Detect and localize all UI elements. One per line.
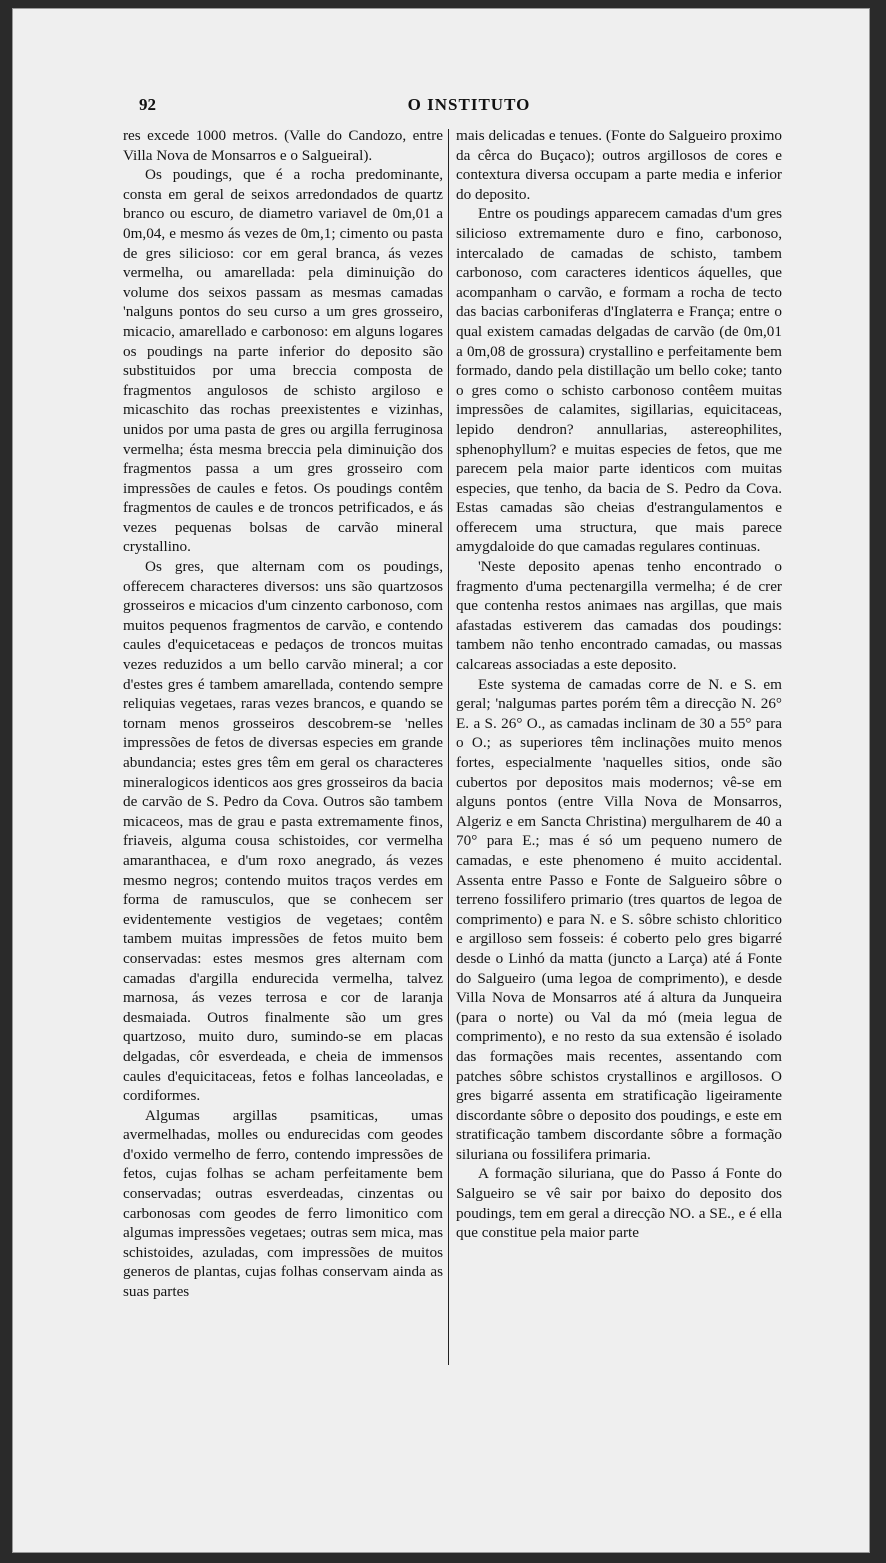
paragraph: Algumas argillas psamiticas, umas avermelhadas, molles ou endurecidas com geodes d'oxido vermelho de ferro, contendo impressões de fetos, cujas folhas se acham perfeitamente bem conservadas; outras esverdeadas, cinzentas ou carbonosas com geodes de ferro limonitico com algumas impressões vegetaes; outras sem mica, mas schistoides, azuladas, com impressões de muitos generos de plantas, cujas folhas conservam ainda as suas partes — [123, 1106, 443, 1301]
paragraph: mais delicadas e tenues. (Fonte do Salgueiro proximo da cêrca do Buçaco); outros argillosos de cores e contextura diversa occupam a parte media e inferior do deposito. — [456, 127, 782, 203]
column-divider — [448, 129, 449, 1365]
right-column — [456, 126, 782, 1243]
page-number: 92 — [139, 95, 156, 114]
paragraph: 'Neste deposito apenas tenho encontrado o fragmento d'uma pectenargilla vermelha; é de crer que contenha restos animaes nas argillas, que mais afastadas estiverem das camadas dos poudings: tambem não tenho encontrado camadas, ou massas calcareas associadas a este deposito. — [456, 558, 782, 674]
page-header — [133, 89, 805, 125]
paragraph: Os gres, que alternam com os poudings, offerecem characteres diversos: uns são quartzosos grosseiros e micacios d'um cinzento carbonoso, com muitos pequenos fragmentos de carvão, e contendo caules d'equicetaceas e pedaços de troncos muitas vezes reduzidos a um bello carvão mineral; a cor d'estes gres é tambem amarellada, contendo sempre reliquias vegetaes, raras vezes brancos, e quando se tornam menos grosseiros descobrem-se 'nelles impressões de fetos de diversas especies em grande abundancia; estes gres têm em geral os characteres mineralogicos identicos aos gres grosseiros da bacia de carvão de S. Pedro da Cova. Outros são tambem micaceos, mas de grau e pasta extremamente finos, friaveis, alguma cousa schistoides, cor vermelha amaranthacea, e d'um roxo anegrado, ás vezes mesmo negros; contendo muitos traços verdes em forma de ramusculos, que se conhecem ser evidentemente vestigios de vegetaes; contêm tambem muitas impressões de fetos muito bem conservadas: estes mesmos gres alternam com camadas d'argilla endurecida vermelha, talvez marnosa, ás vezes terrosa e cor de laranja desmaiada. Outros finalmente são um gres quartzoso, muito duro, sumindo-se em placas delgadas, côr esverdeada, e cheia de immensos caules d'equicitaceas, fetos e folhas lanceoladas, e cordiformes. — [123, 558, 443, 1105]
paragraph: Entre os poudings apparecem camadas d'um gres silicioso extremamente duro e fino, carbonoso, intercalado de camadas de schisto, tambem carbonoso, com caracteres identicos áquelles, que acompanham o carvão, e formam a rocha de tecto das bacias carboniferas d'Inglaterra e França; entre o qual existem camadas delgadas de carvão (de 0m,01 a 0m,08 de grossura) crystallino e perfeitamente bem formado, dando pela distillação um bello coke; tanto o gres como o schisto carbonoso contêem muitas impressões de calamites, sigillarias, equicitaceas, lepido dendron? annullarias, astereophilites, sphenophyllum? e muitas especies de fetos, que me parecem pela maior parte identicos com muitas especies, que tenho, da bacia de S. Pedro da Cova. Estas camadas são cheias d'estrangulamentos e offerecem uma structura, que mais parece amygdaloide do que camadas regulares continuas. — [456, 205, 782, 556]
left-column — [123, 126, 443, 1302]
running-title: O INSTITUTO — [407, 95, 531, 114]
paragraph: A formação siluriana, que do Passo á Fonte do Salgueiro se vê sair por baixo do deposito dos poudings, tem em geral a direcção NO. a SE., e é ella que constitue pela maior parte — [456, 1165, 782, 1242]
paragraph: Este systema de camadas corre de N. e S. em geral; 'nalgumas partes porém têm a direcção N. 26° E. a S. 26° O., as camadas inclinam de 30 a 55° para o O.; as superiores têm inclinações muito menos fortes, especialmente 'naquelles sitios, onde são cubertos por depositos mais modernos; vê-se em alguns pontos (entre Villa Nova de Monsarros, Algeriz e em Sancta Christina) mergulharem de 40 a 70° para E.; mas é só um pequeno numero de camadas, e este phenomeno é muito accidental. Assenta entre Passo e Fonte de Salgueiro sôbre o terreno fossilifero primario (tres quartos de legoa de comprimento) e para N. e S. sôbre schisto chloritico e argilloso sem fosseis: é coberto pelo gres bigarré desde o Linhó da matta (juncto a Larça) até á Fonte do Salgueiro (uma legoa de comprimento), e desde Villa Nova de Monsarros até á altura da Junqueira (para o norte) ou Val da mó (meia legua de comprimento), e no resto da sua extensão é isolado das formações mais recentes, assentando com patches sôbre schistos crystallinos e argillosos. O gres bigarré assenta em stratificação ligeiramente discordante sôbre o deposito dos poudings, e este em stratificação tambem discordante sôbre a formação siluriana ou fossilifera primaria. — [456, 675, 782, 1163]
paragraph: Os poudings, que é a rocha predominante, consta em geral de seixos arredondados de quartz branco ou escuro, de diametro variavel de 0m,01 a 0m,04, e mesmo ás vezes de 0m,1; cimento ou pasta de gres silicioso: cor em geral branca, ás vezes vermelha, ou amarellada: pela diminuição do volume dos seixos passam as mesmas camadas 'nalguns pontos do seu curso a um gres grosseiro, micacio, amarellado e carbonoso: em alguns logares os poudings na parte inferior do deposito são substituidos por uma breccia composta de fragmentos angulosos de schisto argiloso e micaschito das rochas preexistentes e vizinhas, unidos por uma pasta de gres ou argilla ferruginosa vermelha; ésta mesma breccia pela diminuição dos fragmentos passa a um gres grosseiro com impressões de caules e fetos. Os poudings contêm fragmentos de caules e de troncos petrificados, e ás vezes pequenas bolsas de carvão mineral crystallino. — [123, 166, 443, 556]
book-page — [12, 8, 870, 1553]
paragraph: res excede 1000 metros. (Valle do Candozo, entre Villa Nova de Monsarros e o Salgueiral). — [123, 127, 443, 164]
